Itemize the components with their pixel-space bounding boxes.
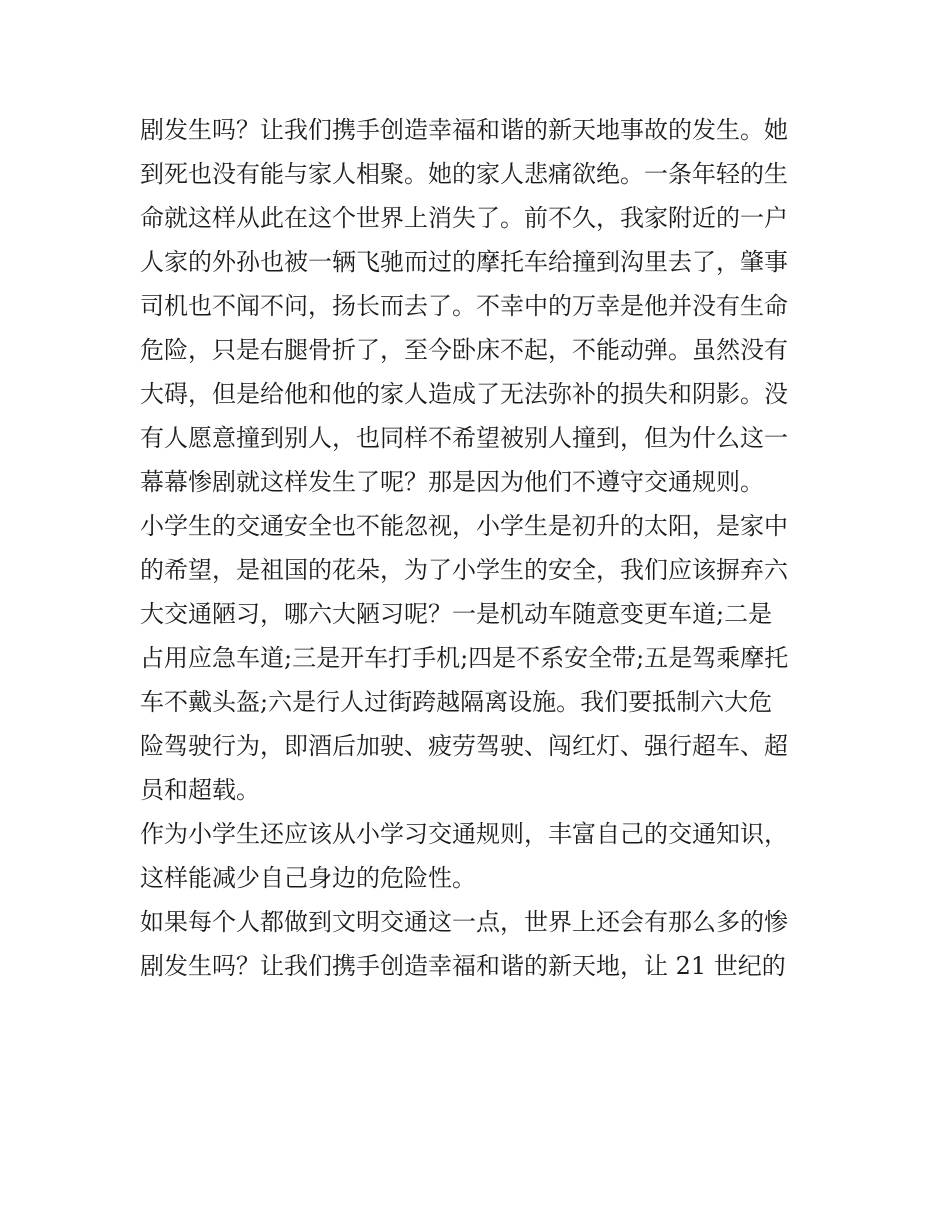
text-line: 如果每个人都做到文明交通这一点，世界上还会有那么多的惨 [140,908,788,936]
document-body [140,108,812,988]
text-line: 有人愿意撞到别人，也同样不希望被别人撞到，但为什么这一 [140,424,788,452]
text-line: 小学生的交通安全也不能忽视，小学生是初升的太阳，是家中 [140,512,788,540]
text-line: 员和超载。 [140,776,260,804]
text-line: 的希望，是祖国的花朵，为了小学生的安全，我们应该摒弃六 [140,556,788,584]
text-line: 幕幕惨剧就这样发生了呢？那是因为他们不遵守交通规则。 [140,468,764,496]
text-line: 剧发生吗？让我们携手创造幸福和谐的新天地，让 21 世纪的 [140,952,786,980]
paragraph-4 [140,900,812,988]
text-line: 命就这样从此在这个世界上消失了。前不久，我家附近的一户 [140,204,788,232]
text-line: 人家的外孙也被一辆飞驰而过的摩托车给撞到沟里去了，肇事 [140,248,788,276]
text-line: 占用应急车道;三是开车打手机;四是不系安全带;五是驾乘摩托 [140,644,789,672]
paragraph-3 [140,812,812,900]
text-line: 险驾驶行为，即酒后加驶、疲劳驾驶、闯红灯、强行超车、超 [140,732,788,760]
paragraph-2 [140,504,812,812]
text-line: 这样能减少自己身边的危险性。 [140,864,476,892]
text-line: 到死也没有能与家人相聚。她的家人悲痛欲绝。一条年轻的生 [140,160,788,188]
text-line: 危险，只是右腿骨折了，至今卧床不起，不能动弹。虽然没有 [140,336,788,364]
text-line: 车不戴头盔;六是行人过街跨越隔离设施。我们要抵制六大危 [140,688,773,716]
text-line: 作为小学生还应该从小学习交通规则，丰富自己的交通知识， [140,820,788,848]
paragraph-1 [140,108,812,504]
text-line: 剧发生吗？让我们携手创造幸福和谐的新天地事故的发生。她 [140,116,788,144]
text-line: 大交通陋习，哪六大陋习呢？一是机动车随意变更车道;二是 [140,600,773,628]
text-line: 司机也不闻不问，扬长而去了。不幸中的万幸是他并没有生命 [140,292,788,320]
text-line: 大碍，但是给他和他的家人造成了无法弥补的损失和阴影。没 [140,380,788,408]
